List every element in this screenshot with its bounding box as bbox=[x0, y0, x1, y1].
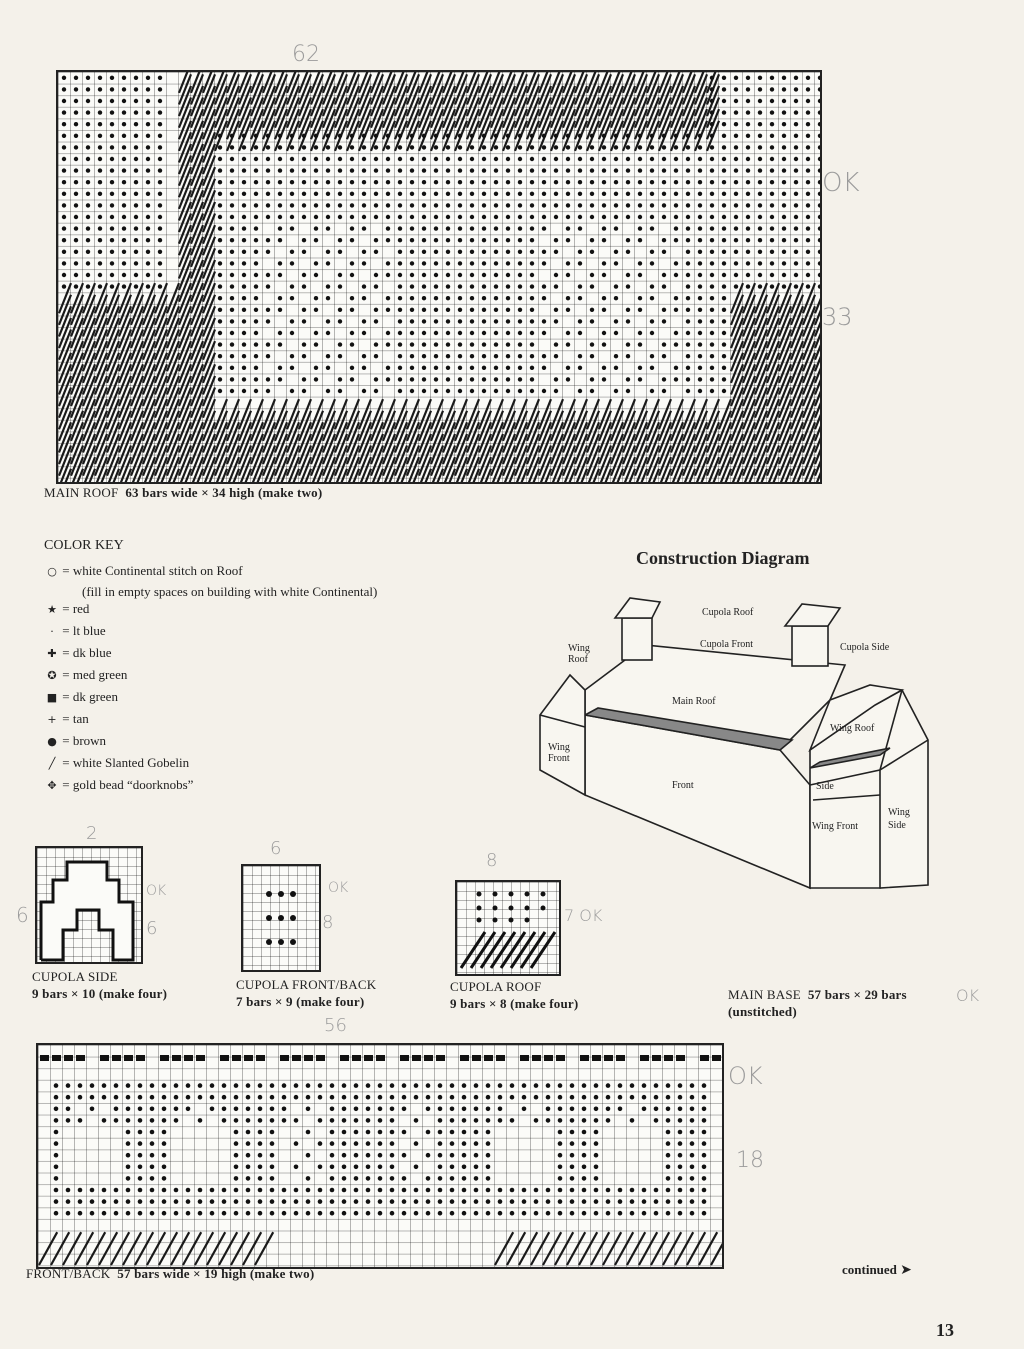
handwritten-note-ok-main-base: OK bbox=[956, 986, 980, 1005]
color-key-item bbox=[45, 777, 193, 793]
color-key-text: = tan bbox=[62, 711, 89, 726]
cupola-side-pattern bbox=[37, 848, 141, 962]
color-key-symbol-icon: ✪ bbox=[47, 669, 57, 682]
label-cupola-side: Cupola Side bbox=[840, 642, 890, 653]
color-key-item bbox=[45, 601, 89, 617]
cupola-front-pattern bbox=[243, 866, 319, 970]
continued-text: continued bbox=[842, 1262, 897, 1277]
continued-label bbox=[842, 1262, 912, 1278]
label-cupola-roof: Cupola Roof bbox=[702, 607, 754, 618]
handwritten-note-18: 18 bbox=[736, 1148, 764, 1173]
color-key-item bbox=[45, 733, 106, 749]
construction-diagram bbox=[530, 590, 950, 890]
color-key-text: (fill in empty spaces on building with white Continental) bbox=[82, 584, 378, 599]
main-roof-caption bbox=[44, 485, 322, 501]
main-base-sub: (unstitched) bbox=[728, 1004, 797, 1019]
color-key-text: = brown bbox=[62, 733, 107, 748]
color-key-text: = white Slanted Gobelin bbox=[62, 755, 190, 770]
color-key-text: = med green bbox=[62, 667, 128, 682]
color-key-symbol-icon: ● bbox=[47, 735, 57, 748]
color-key-symbol-icon: ★ bbox=[47, 603, 57, 616]
color-key-item bbox=[45, 689, 118, 705]
handwritten-note-2: 2 bbox=[86, 823, 98, 844]
color-key-item bbox=[45, 623, 106, 639]
cupola-side-title: CUPOLA SIDE bbox=[32, 969, 118, 984]
main-roof-dims: 63 bars wide × 34 high (make two) bbox=[125, 485, 323, 500]
handwritten-note-7-ok: 7 OK bbox=[564, 906, 603, 925]
color-key-text: = gold bead “doorknobs” bbox=[62, 777, 194, 792]
color-key-symbol-icon: · bbox=[50, 625, 54, 638]
handwritten-note-56: 56 bbox=[324, 1015, 347, 1036]
handwritten-note-ok-cupola-side: OK bbox=[146, 883, 167, 899]
handwritten-note-ok-cupola-front: OK bbox=[328, 880, 349, 896]
handwritten-note-6-left: 6 bbox=[16, 903, 29, 927]
label-wing-roof-left: Wing Roof bbox=[568, 643, 590, 665]
main-base-dims: 57 bars × 29 bars bbox=[807, 987, 907, 1002]
cupola-roof-chart bbox=[455, 880, 561, 976]
handwritten-note-62: 62 bbox=[292, 42, 320, 67]
main-roof-chart bbox=[56, 70, 822, 484]
front-back-dims: 57 bars wide × 19 high (make two) bbox=[117, 1266, 315, 1281]
label-wing-front-left: Wing Front bbox=[548, 742, 570, 764]
construction-diagram-title: Construction Diagram bbox=[636, 548, 810, 568]
front-back-stitch-pattern bbox=[38, 1045, 722, 1267]
cupola-front-chart bbox=[241, 864, 321, 972]
handwritten-note-ok-front: OK bbox=[728, 1062, 763, 1090]
label-wing-front-right: Wing Front bbox=[812, 821, 858, 832]
front-back-caption bbox=[26, 1266, 314, 1282]
cupola-front-caption bbox=[236, 976, 376, 1010]
handwritten-note-8-right: 8 bbox=[322, 912, 334, 933]
color-key-symbol-icon: ■ bbox=[46, 691, 58, 704]
cupola-roof-pattern bbox=[457, 882, 559, 974]
handwritten-note-33: 33 bbox=[822, 303, 853, 331]
front-back-title: FRONT/BACK bbox=[26, 1266, 111, 1281]
color-key-item bbox=[45, 645, 111, 661]
color-key-item bbox=[82, 584, 377, 600]
continued-arrow-icon: ➤ bbox=[900, 1262, 912, 1278]
cupola-side-dims: 9 bars × 10 (make four) bbox=[32, 986, 168, 1001]
color-key-symbol-icon: ╱ bbox=[48, 757, 56, 770]
label-front: Front bbox=[672, 780, 694, 791]
label-wing-roof-right: Wing Roof bbox=[830, 723, 875, 734]
color-key-text: = red bbox=[62, 601, 90, 616]
color-key-symbol-icon: ○ bbox=[47, 565, 57, 578]
color-key-text: = lt blue bbox=[62, 623, 106, 638]
color-key-item bbox=[45, 711, 89, 727]
label-wing-side: Wing Side bbox=[888, 807, 910, 831]
handwritten-note-ok-roof: OK bbox=[822, 168, 860, 198]
handwritten-note-6-top: 6 bbox=[270, 838, 282, 859]
cupola-side-chart bbox=[35, 846, 143, 964]
cupola-side-caption bbox=[32, 968, 167, 1002]
color-key-symbol-icon: ✚ bbox=[47, 647, 57, 660]
label-main-roof: Main Roof bbox=[672, 696, 716, 707]
label-side: Side bbox=[816, 781, 834, 792]
color-key-symbol-icon: + bbox=[47, 713, 57, 726]
color-key-item bbox=[45, 755, 189, 771]
color-key-symbol-icon: ✥ bbox=[47, 779, 57, 792]
label-cupola-front: Cupola Front bbox=[700, 639, 754, 650]
color-key-text: = dk green bbox=[62, 689, 118, 704]
cupola-roof-caption bbox=[450, 978, 578, 1012]
color-key-item bbox=[45, 667, 127, 683]
cupola-roof-title: CUPOLA ROOF bbox=[450, 979, 542, 994]
handwritten-note-8-top: 8 bbox=[486, 850, 498, 871]
handwritten-note-6-right: 6 bbox=[146, 918, 158, 939]
color-key-text: = white Continental stitch on Roof bbox=[62, 563, 243, 578]
front-back-chart bbox=[36, 1043, 724, 1269]
main-base-title: MAIN BASE bbox=[728, 987, 801, 1002]
color-key-text: = dk blue bbox=[62, 645, 112, 660]
color-key-title: COLOR KEY bbox=[44, 538, 124, 553]
page-number: 13 bbox=[936, 1320, 954, 1340]
cupola-front-dims: 7 bars × 9 (make four) bbox=[236, 994, 365, 1009]
main-roof-stitch-pattern bbox=[58, 72, 820, 482]
cupola-roof-dims: 9 bars × 8 (make four) bbox=[450, 996, 579, 1011]
cupola-front-title: CUPOLA FRONT/BACK bbox=[236, 977, 377, 992]
main-base-caption bbox=[728, 986, 907, 1020]
main-roof-title: MAIN ROOF bbox=[44, 485, 119, 500]
color-key-item bbox=[45, 563, 243, 579]
